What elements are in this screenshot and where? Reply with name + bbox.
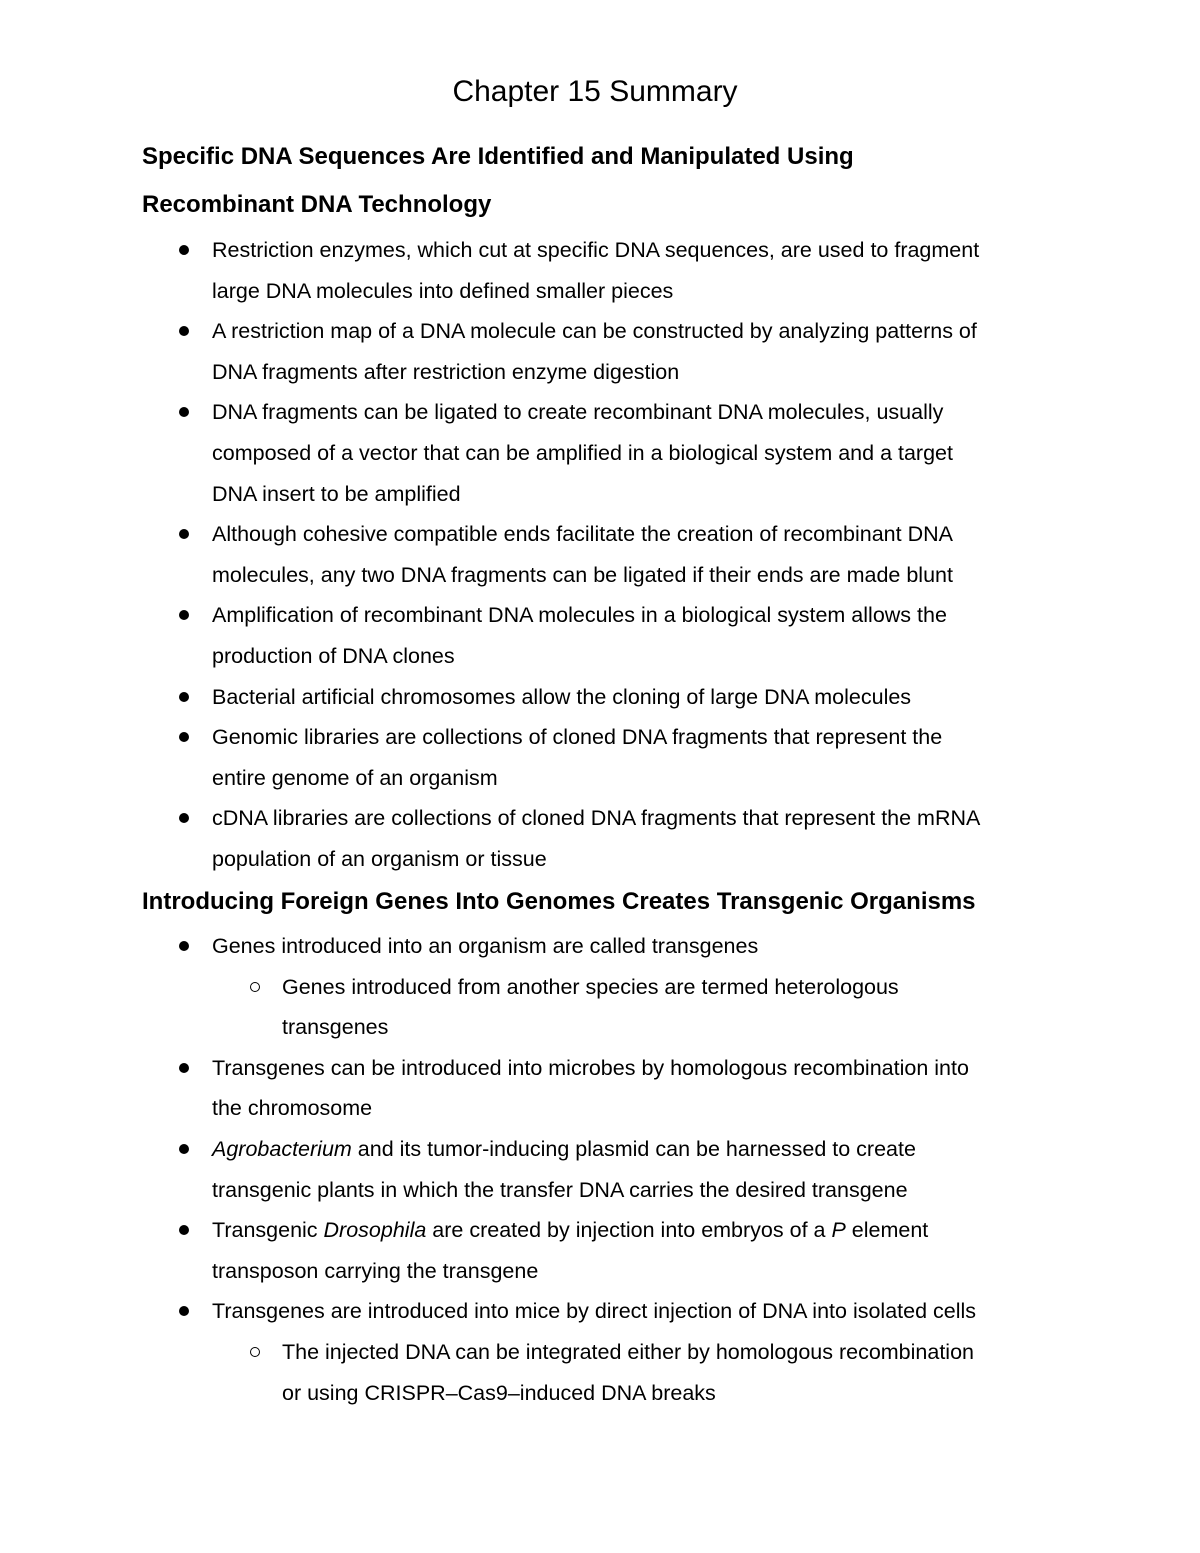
bullet-icon [179, 1306, 189, 1316]
sub-list-item [142, 1332, 1082, 1413]
list-item-text: Bacterial artificial chromosomes allow the cloning of large DNA molecules [212, 684, 912, 709]
list-item-text: DNA fragments can be ligated to create recombinant DNA molecules, usually composed of a vector that can be amplified in a biological system and a target DNA insert to be amplified [212, 400, 953, 506]
list-item-text: Genes introduced into an organism are called transgenes [212, 934, 759, 958]
list-item-text: Restriction enzymes, which cut at specific DNA sequences, are used to fragment large DNA molecules into defined smaller pieces [212, 238, 980, 303]
list-item-text: Amplification of recombinant DNA molecules in a biological system allows the production of DNA clones [212, 603, 947, 668]
list-item-text-part: Transgenic [212, 1218, 324, 1243]
list-item-text: A restriction map of a DNA molecule can be constructed by analyzing patterns of DNA fragments after restriction enzyme digestion [212, 319, 977, 384]
list-item-text [212, 1218, 928, 1283]
list-item-text: Transgenes can be introduced into microbes by homologous recombination into the chromosome [212, 1055, 969, 1121]
list-item-text: Genomic libraries are collections of cloned DNA fragments that represent the entire genome of an organism [212, 725, 943, 790]
bullet-icon [179, 732, 189, 742]
italic-element-name: P [831, 1218, 846, 1243]
list-item [142, 798, 1082, 879]
list-item [142, 514, 1082, 595]
recombinant-dna-list [142, 230, 1082, 880]
list-item [142, 677, 1082, 718]
sub-list-item [142, 967, 1082, 1048]
hollow-bullet-icon [250, 982, 260, 992]
list-item [142, 230, 1082, 311]
bullet-icon [179, 1063, 189, 1073]
section-heading-transgenic-organisms: Introducing Foreign Genes Into Genomes Creates Transgenic Organisms [142, 888, 976, 915]
bullet-icon [179, 813, 189, 823]
bullet-icon [179, 941, 189, 951]
list-item-text-part: element transposon carrying the transgene [212, 1218, 929, 1283]
hollow-bullet-icon [250, 1347, 260, 1357]
list-item [142, 1129, 1082, 1210]
list-item [142, 1291, 1082, 1332]
list-item [142, 1048, 1082, 1129]
bullet-icon [179, 692, 189, 702]
bullet-icon [179, 326, 189, 336]
sub-list-item-text: Genes introduced from another species are termed heterologous transgenes [282, 974, 899, 1040]
list-item-text-rest: and its tumor-inducing plasmid can be harnessed to create transgenic plants in which the transfer DNA carries the desired transgene [212, 1136, 916, 1202]
list-item [142, 392, 1082, 514]
list-item-text-part: are created by injection into embryos of a [426, 1218, 832, 1243]
list-item-text: cDNA libraries are collections of cloned DNA fragments that represent the mRNA population of an organism or tissue [212, 806, 981, 871]
list-item [142, 1210, 1082, 1291]
list-item-text: Transgenes are introduced into mice by direct injection of DNA into isolated cells [212, 1299, 977, 1324]
sub-list-item-text: The injected DNA can be integrated either by homologous recombination or using CRISPR–Cas9–induced DNA breaks [282, 1339, 974, 1405]
bullet-icon [179, 610, 189, 620]
italic-species-name: Drosophila [323, 1218, 427, 1243]
transgenic-organisms-list [142, 926, 1082, 1413]
bullet-icon [179, 407, 189, 417]
bullet-icon [179, 1225, 189, 1235]
bullet-icon [179, 529, 189, 539]
section-heading-recombinant-dna: Specific DNA Sequences Are Identified and Manipulated Using Recombinant DNA Technology [142, 143, 854, 218]
bullet-icon [179, 1144, 189, 1154]
list-item-text [212, 1137, 916, 1202]
bullet-icon [179, 245, 189, 255]
list-item-text: Although cohesive compatible ends facilitate the creation of recombinant DNA molecules, any two DNA fragments can be ligated if their ends are made blunt [212, 522, 953, 587]
page-title: Chapter 15 Summary [452, 75, 738, 108]
list-item [142, 311, 1082, 392]
list-item [142, 926, 1082, 967]
list-item [142, 595, 1082, 676]
italic-species-name: Agrobacterium [212, 1136, 352, 1161]
list-item [142, 717, 1082, 798]
